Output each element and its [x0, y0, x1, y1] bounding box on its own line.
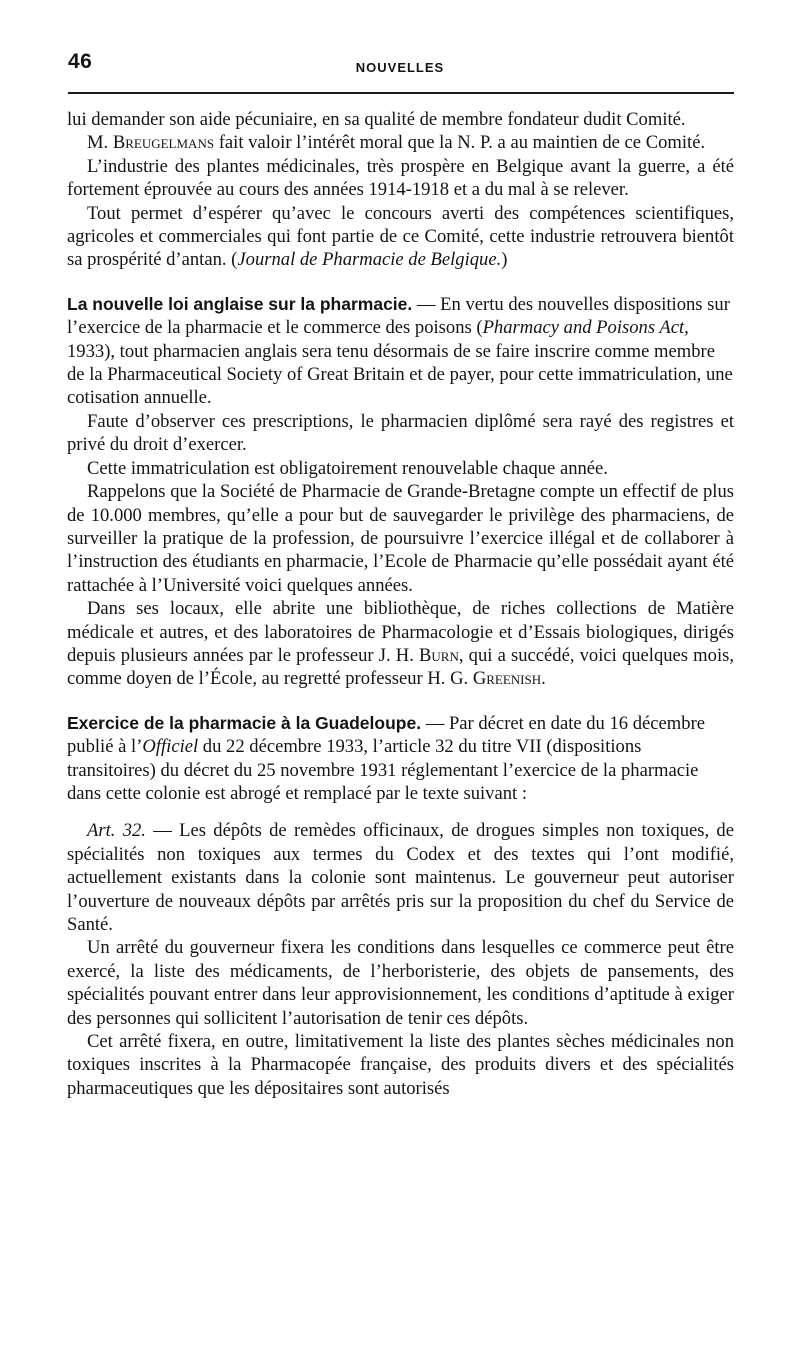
- section-heading-loi-anglaise: La nouvelle loi anglaise sur la pharmacie.: [67, 293, 413, 314]
- comite-paragraph-1: lui demander son aide pécuniaire, en sa qualité de membre fondateur dudit Comité.: [67, 109, 686, 130]
- person-name: M. Breugelmans: [87, 132, 215, 154]
- section-spacer: [67, 272, 734, 293]
- loi-anglaise-paragraph-3: Cette immatriculation est obligatoirement renouvelable chaque année.: [87, 457, 608, 479]
- section-heading-guadeloupe: Exercice de la pharmacie à la Guadeloupe.: [67, 712, 422, 733]
- source-citation: Journal de Pharmacie de Belgique.: [237, 249, 502, 271]
- article-label: Art. 32.: [87, 820, 146, 842]
- officiel-title: Officiel: [142, 736, 199, 758]
- person-name: Burn: [419, 644, 459, 666]
- loi-anglaise-paragraph-4: Rappelons que la Société de Pharmacie de Grande-Bretagne compte un effectif de plus de 10.000 membres, qu’elle a pour but de sauvegarder le privilège des pharmaciens, de surveiller la pratique de la profession, de poursuivre l’exercice illégal et de collaborer à l’instruction des étudiants en pharmacie, l’Ecole de Pharmacie qu’elle possédait ayant été rattachée à l’Université voici quelques années.: [67, 481, 734, 596]
- running-title: NOUVELLES: [355, 60, 445, 75]
- section-spacer: [67, 691, 734, 712]
- guadeloupe-paragraph-3: Cet arrêté fixera, en outre, limitativement la liste des plantes sèches médicinales non toxiques inscrites à la Pharmacopée française, des produits divers et des spécialités pharmaceutiques que les dépositaires sont autorisés: [67, 1031, 734, 1099]
- page-header: [68, 50, 732, 90]
- loi-anglaise-paragraph-2: Faute d’observer ces prescriptions, le pharmacien diplômé sera rayé des registres et privé du droit d’exercer.: [67, 410, 734, 456]
- page-body: lui demander son aide pécuniaire, en sa qualité de membre fondateur dudit Comité. M. Breugelmans fait valoir l’intérêt moral que la N. P. a au maintien de ce Comité. L’industrie des plantes médicinales, très prospère en Belgique avant la guerre, a été fortement éprouvée au cours des années 1914-1918 et a du mal à se relever. Tout permet d’espérer qu’avec le concours averti des compétences scientifiques, agricoles et commerciales qui font partie de ce Comité, cette industrie retrouvera bientôt sa prospérité d’antan. (Journal de Pharmacie de Belgique.) La nouvelle loi anglaise sur la pharmacie. — En vertu des nouvelles dispositions sur l’exercice de la pharmacie et le commerce des poisons (Pharmacy and Poisons Act, 1933), tout pharmacien anglais sera tenu désormais de se faire inscrire comme membre de la Pharmaceutical Society of Great Britain et de payer, pour cette immatriculation, une cotisation annuelle. Faute d’observer ces prescriptions, le pharmacien diplômé sera rayé des registres et privé du droit d’exercer. Cette immatriculation est obligatoirement renouvelable chaque année. Rappelons que la Société de Pharmacie de Grande-Bretagne compte un effectif de plus de 10.000 membres, qu’elle a pour but de sauvegarder le privilège des pharmaciens, de surveiller la pratique de la profession, de poursuivre l’exercice illégal et de collaborer à l’instruction des étudiants en pharmacie, l’Ecole de Pharmacie qu’elle possédait ayant été rattachée à l’Université voici quelques années. Dans ses locaux, elle abrite une bibliothèque, de riches collections de Matière médicale et autres, et des laboratoires de Pharmacologie et d’Essais biologiques, dirigés depuis plusieurs années par le professeur J. H. Burn, qui a succédé, voici quelques mois, comme doyen de l’École, au regretté professeur H. G. Greenish. Exercice de la pharmacie à la Guadeloupe. — Par décret en date du 16 décembre publié à l’Officiel du 22 décembre 1933, l’article 32 du titre VII (dispositions transitoires) du décret du 25 novembre 1931 réglementant l’exercice de la pharmacie dans cette colonie est abrogé et remplacé par le texte suivant : Art. 32. — Les dépôts de remèdes officinaux, de drogues simples non toxiques, de spécialités non toxiques aux termes du Codex et des textes qui l’ont modifié, actuellement existants dans la colonie sont maintenus. Le gouverneur peut autoriser l’ouverture de nouveaux dépôts par arrêtés pris sur la proposition du chef du Service de Santé. Un arrêté du gouverneur fixera les conditions dans lesquelles ce commerce peut être exercé, la liste des médicaments, de l’herboristerie, des objets de pansements, des spécialités pouvant entrer dans leur approvisionnement, les conditions d’aptitude à exiger des personnes qui sollicitent l’autorisation de tenir ces dépôts. Cet arrêté fixera, en outre, limitativement la liste des plantes sèches médicinales non toxiques inscrites à la Pharmacopée française, des produits divers et des spécialités pharmaceutiques que les dépositaires sont autorisés: [67, 109, 734, 1099]
- act-name: Pharmacy and Poisons Act,: [482, 317, 689, 339]
- loi-anglaise-paragraph-5: Dans ses locaux, elle abrite une bibliothèque, de riches collections de Matière médicale et autres, et des laboratoires de Pharmacologie et d’Essais biologiques, dirigés depuis plusieurs années par le professeur J. H. Burn, qui a succédé, voici quelques mois, comme doyen de l’École, au regretté professeur H. G. Greenish.: [67, 598, 734, 690]
- article-spacer: [67, 805, 734, 819]
- header-rule: [68, 92, 734, 94]
- comite-paragraph-2: M. Breugelmans fait valoir l’intérêt moral que la N. P. a au maintien de ce Comité.: [87, 132, 706, 154]
- page-number: 46: [68, 50, 93, 73]
- guadeloupe-paragraph-2: Un arrêté du gouverneur fixera les conditions dans lesquelles ce commerce peut être exercé, la liste des médicaments, de l’herboristerie, des objets de pansements, des spécialités pouvant entrer dans leur approvisionnement, les conditions d’aptitude à exiger des personnes qui sollicitent l’autorisation de tenir ces dépôts.: [67, 937, 734, 1029]
- comite-paragraph-3: L’industrie des plantes médicinales, très prospère en Belgique avant la guerre, a été fortement éprouvée au cours des années 1914-1918 et a du mal à se relever.: [67, 155, 734, 201]
- article-32: Art. 32. — Les dépôts de remèdes officinaux, de drogues simples non toxiques, de spécialités non toxiques aux termes du Codex et des textes qui l’ont modifié, actuellement existants dans la colonie sont maintenus. Le gouverneur peut autoriser l’ouverture de nouveaux dépôts par arrêtés pris sur la proposition du chef du Service de Santé.: [67, 820, 734, 935]
- comite-paragraph-4: Tout permet d’espérer qu’avec le concours averti des compétences scientifiques, agricoles et commerciales qui font partie de ce Comité, cette industrie retrouvera bientôt sa prospérité d’antan. (Journal de Pharmacie de Belgique.): [67, 202, 734, 271]
- person-name: Greenish: [472, 668, 542, 690]
